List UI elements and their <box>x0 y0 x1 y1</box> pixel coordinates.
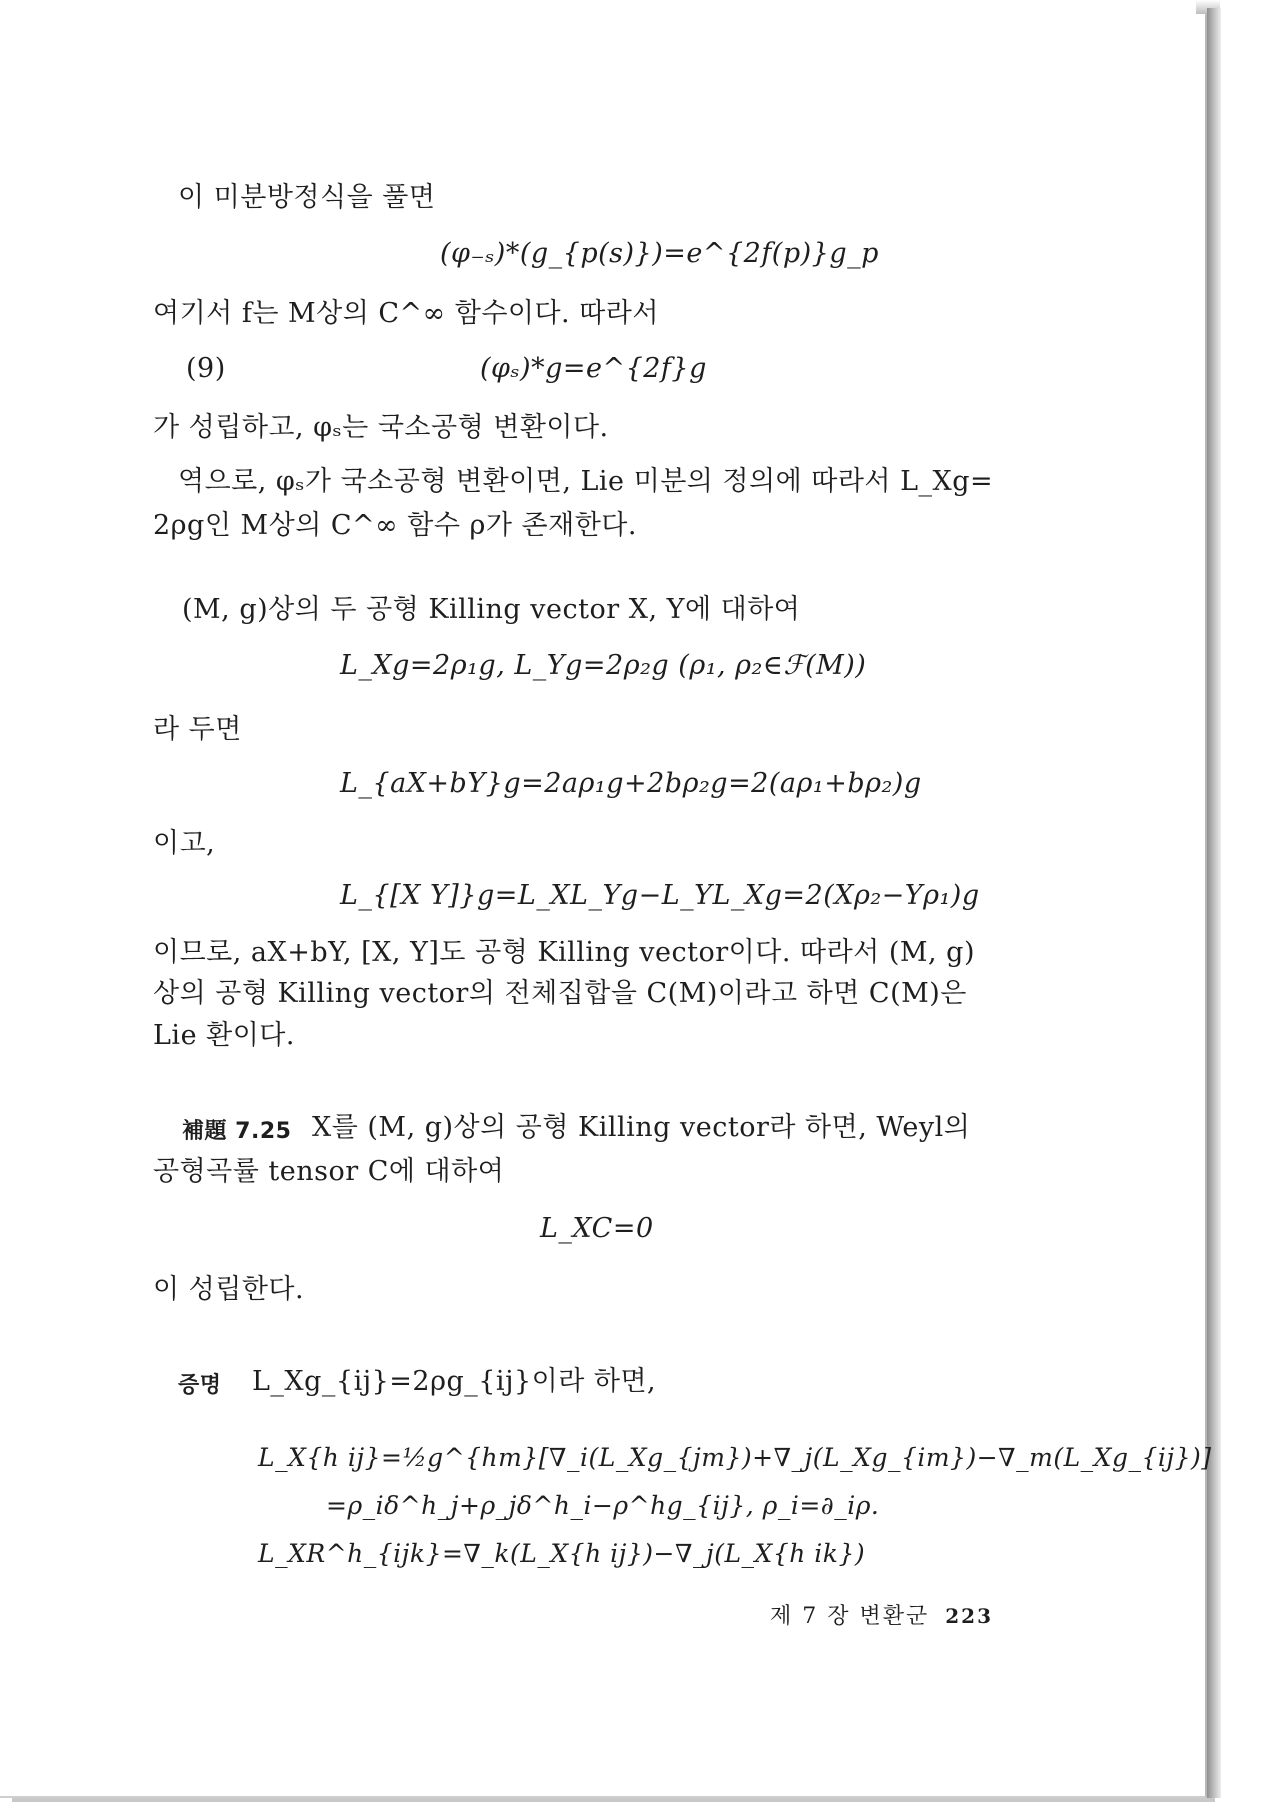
text-line: 2ρg인 M상의 C^∞ 함수 ρ가 존재한다. <box>153 510 637 541</box>
text-line: (M, g)상의 두 공형 Killing vector X, Y에 대하여 <box>182 594 801 625</box>
text-line: 이 성립한다. <box>153 1274 305 1305</box>
equation-number: (9) <box>186 353 226 384</box>
equation: (φ₋ₛ)*(g_{p(s)})=e^{2f(p)}g_p <box>440 238 879 269</box>
equation: L_Xg=2ρ₁g, L_Yg=2ρ₂g (ρ₁, ρ₂∈ℱ(M)) <box>340 650 867 681</box>
text-line: 공형곡률 tensor C에 대하여 <box>153 1156 505 1187</box>
page-footer <box>770 1600 993 1633</box>
equation: (φₛ)*g=e^{2f}g <box>480 353 707 384</box>
text-line: 라 두면 <box>153 714 242 745</box>
text-line: 이고, <box>153 828 216 859</box>
equation: =ρ_iδ^h_j+ρ_jδ^h_i−ρ^hg_{ij}, ρ_i=∂_iρ. <box>326 1491 880 1520</box>
text-line: X를 (M, g)상의 공형 Killing vector라 하면, Weyl의 <box>312 1112 971 1143</box>
equation: L_XC=0 <box>540 1213 654 1244</box>
text-line: L_Xg_{ij}=2ρg_{ij}이라 하면, <box>252 1366 657 1397</box>
page-edge-shadow <box>1207 8 1221 1798</box>
text-line: 상의 공형 Killing vector의 전체집합을 C(M)이라고 하면 C(M)은 <box>153 978 967 1009</box>
proof-label: 증명 <box>178 1373 222 1398</box>
equation: L_{[X Y]}g=L_XL_Yg−L_YL_Xg=2(Xρ₂−Yρ₁)g <box>340 880 980 911</box>
page-number: 223 <box>945 1604 993 1628</box>
text-line: 여기서 f는 M상의 C^∞ 함수이다. 따라서 <box>153 298 659 329</box>
text-line: 역으로, φₛ가 국소공형 변환이면, Lie 미분의 정의에 따라서 L_Xg= <box>178 466 994 497</box>
text-line: 이므로, aX+bY, [X, Y]도 공형 Killing vector이다. 따라서 (M, g) <box>153 937 975 968</box>
text-line: 이 미분방정식을 풀면 <box>178 182 436 213</box>
text-line: 가 성립하고, φₛ는 국소공형 변환이다. <box>153 412 609 443</box>
text-line: Lie 환이다. <box>153 1020 295 1051</box>
equation: L_XR^h_{ijk}=∇_k(L_X{h ij})−∇_j(L_X{h ik}) <box>258 1539 866 1568</box>
equation: L_X{h ij}=½g^{hm}[∇_i(L_Xg_{jm})+∇_j(L_Xg_{im})−∇_m(L_Xg_{ij})] <box>258 1443 1212 1472</box>
equation: L_{aX+bY}g=2aρ₁g+2bρ₂g=2(aρ₁+bρ₂)g <box>340 768 922 799</box>
chapter-title: 제 7 장 변환군 <box>770 1604 930 1629</box>
lemma-label: 補題 7.25 <box>182 1119 292 1144</box>
